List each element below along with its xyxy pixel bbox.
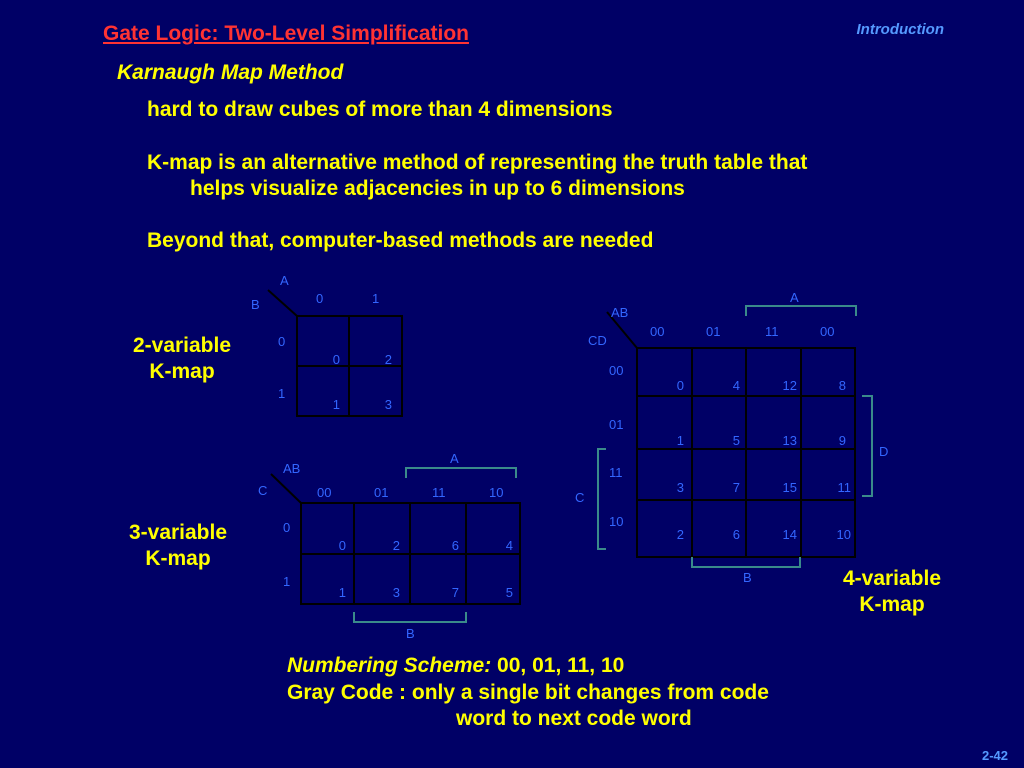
bullet-1: hard to draw cubes of more than 4 dimensions (147, 98, 613, 121)
slide-title: Gate Logic: Two-Level Simplification (103, 22, 469, 45)
kmap3-cell: 5 (505, 585, 513, 600)
kmap4-cell: 8 (838, 378, 846, 393)
kmap3-col-label: 11 (432, 485, 446, 500)
numbering-scheme-label: Numbering Scheme: (287, 654, 492, 677)
kmap2-cell: 1 (332, 397, 340, 412)
kmap3-cell: 4 (505, 538, 513, 553)
kmap4-cell: 14 (782, 527, 797, 542)
kmap4-var-b: B (743, 570, 752, 585)
kmap2-caption-line-2: K-map (149, 360, 215, 383)
kmap4-caption-line-2: K-map (859, 593, 925, 616)
kmap2-cell: 3 (384, 397, 392, 412)
kmap4-cell: 0 (676, 378, 684, 393)
kmap4-col-label: 11 (765, 324, 779, 339)
kmap4-cell: 2 (676, 527, 684, 542)
kmap4-var-d: D (879, 444, 889, 459)
kmap4-cell: 5 (732, 433, 740, 448)
kmap4-cell: 4 (732, 378, 740, 393)
bullet-2-line-1: K-map is an alternative method of representing the truth table that (147, 151, 808, 174)
kmap3-cell: 2 (392, 538, 400, 553)
page-number: 2-42 (981, 748, 1008, 763)
kmap4-col-label: 00 (650, 324, 665, 339)
kmap4-var-a: A (790, 290, 799, 305)
kmap3-col-label: 10 (489, 485, 504, 500)
kmap3-var-ab: AB (283, 461, 301, 476)
kmap4-col-label: 01 (706, 324, 721, 339)
kmap4-caption-line-1: 4-variable (842, 567, 942, 590)
kmap2-col-label: 0 (316, 291, 324, 306)
kmap3-caption-line-1: 3-variable (128, 521, 228, 544)
kmap4-var-cd: CD (588, 333, 607, 348)
gray-code-line-2: word to next code word (456, 707, 692, 730)
kmap4-row-label: 01 (609, 417, 624, 432)
kmap2-caption-line-1: 2-variable (132, 334, 232, 357)
heading-karnaugh: Karnaugh Map Method (117, 61, 344, 84)
kmap2-col-label: 1 (372, 291, 380, 306)
kmap3-var-c: C (258, 483, 268, 498)
kmap4-cell: 7 (732, 480, 740, 495)
numbering-scheme-value: 00, 01, 11, 10 (491, 654, 625, 677)
kmap2-cell: 2 (384, 352, 392, 367)
kmap3-cell: 0 (338, 538, 346, 553)
kmap4-cell: 13 (782, 433, 797, 448)
kmap4-col-label: 00 (820, 324, 835, 339)
kmap3-cell: 3 (392, 585, 400, 600)
gray-code-line-1: Gray Code : only a single bit changes from code (287, 681, 769, 704)
kmap4-var-ab: AB (611, 305, 629, 320)
bullet-2-line-2: helps visualize adjacencies in up to 6 dimensions (190, 177, 685, 200)
kmap2-row-label: 0 (278, 334, 286, 349)
kmap2-var-a: A (280, 273, 289, 288)
kmap4-row-label: 11 (609, 465, 623, 480)
kmap2-row-label: 1 (278, 386, 286, 401)
kmap4-var-c: C (575, 490, 585, 505)
kmap4-row-label: 00 (609, 363, 624, 378)
kmap3-cell: 7 (451, 585, 459, 600)
numbering-scheme (287, 654, 624, 678)
kmap4-cell: 6 (732, 527, 740, 542)
kmap4-cell: 11 (837, 480, 851, 495)
kmap3-col-label: 01 (374, 485, 389, 500)
kmap2-cell: 0 (332, 352, 340, 367)
kmap4-cell: 10 (836, 527, 851, 542)
kmap3-row-label: 1 (283, 574, 291, 589)
bullet-3: Beyond that, computer-based methods are needed (147, 229, 654, 252)
kmap4-cell: 1 (676, 433, 684, 448)
kmap3-col-label: 00 (317, 485, 332, 500)
kmap3-row-label: 0 (283, 520, 291, 535)
kmap3-var-b: B (406, 626, 415, 641)
kmap3-cell: 6 (451, 538, 459, 553)
kmap2-var-b: B (251, 297, 260, 312)
kmap3-cell: 1 (338, 585, 346, 600)
kmap4-cell: 15 (782, 480, 797, 495)
kmap3-caption-line-2: K-map (145, 547, 211, 570)
kmap4-cell: 3 (676, 480, 684, 495)
kmap4-cell: 9 (838, 433, 846, 448)
kmap4-row-label: 10 (609, 514, 624, 529)
kmap4-cell: 12 (782, 378, 797, 393)
section-label: Introduction (856, 21, 944, 38)
kmap3-var-a: A (450, 451, 459, 466)
